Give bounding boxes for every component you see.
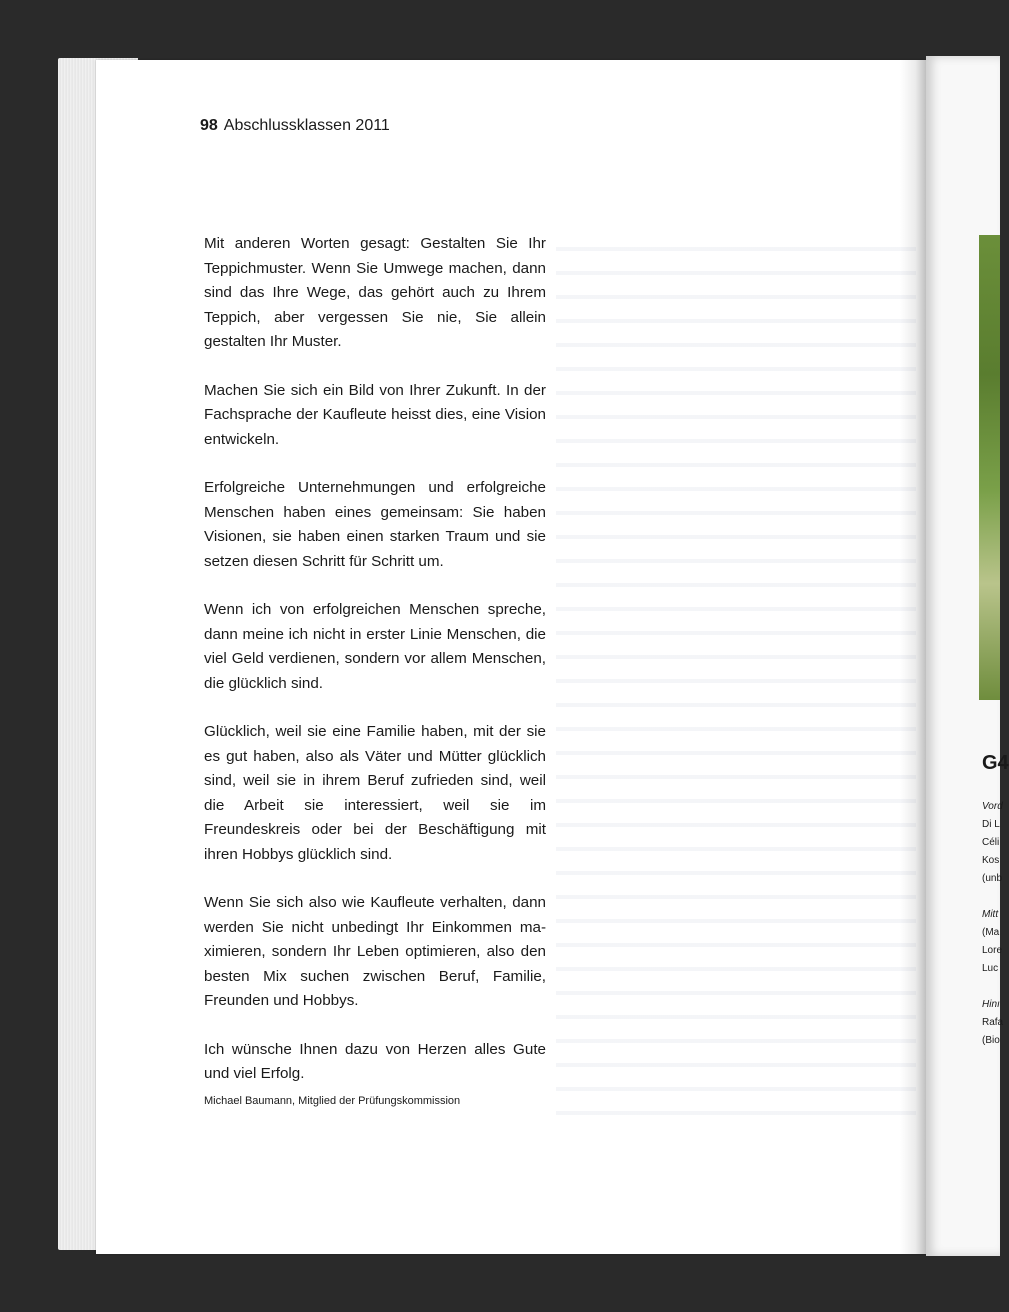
next-page-line: Lore <box>982 945 1003 956</box>
paragraph: Glücklich, weil sie eine Familie haben, mit der sie es gut haben, also als Väter und Mütter glücklich sind, weil sie in ihrem Beruf zufrieden sind, weil die Arbeit sie interessiert, weil sie im Freundeskreis oder bei der Beschäftigung mit ihren Hobbys glücklich sind. <box>204 723 546 863</box>
body-text <box>204 232 546 1109</box>
spine-shadow <box>900 60 926 1254</box>
paragraph: Erfolgreiche Unternehmungen und erfolgreiche Menschen haben eines gemeinsam: Sie haben Visionen, sie haben einen starken Traum und sie setzen diesen Schritt für Schritt um. <box>204 479 546 570</box>
paragraph: Machen Sie sich ein Bild von Ihrer Zukunft. In der Fachsprache der Kaufleute heisst dies, eine Vision entwickeln. <box>204 381 546 448</box>
next-page-line: (Ma <box>982 927 1000 938</box>
page-number: 98 <box>200 117 218 134</box>
page-header <box>200 117 390 135</box>
paragraph: Ich wünsche Ihnen dazu von Herzen alles Gute und viel Erfolg. <box>204 1040 546 1082</box>
group-photo <box>979 235 1000 700</box>
next-page-line: Luc <box>982 963 999 974</box>
paragraph: Wenn Sie sich also wie Kaufleute verhalten, dann werden Sie nicht unbedingt Ihr Einkommen maximieren, sondern Ihr Leben optimieren, also den besten Mix suchen zwischen Beruf, Familie, Freunden und Hobbys. <box>204 894 546 1009</box>
signature: Michael Baumann, Mitglied der Prüfungskommission <box>204 1094 461 1107</box>
show-through-text <box>556 230 916 1130</box>
next-page-line: (unb <box>982 873 1003 884</box>
next-page-line: Rafa <box>982 1017 1004 1028</box>
next-page-line: (Bio <box>982 1035 1000 1046</box>
next-page-line: Céli <box>982 837 1000 848</box>
paragraph: Mit anderen Worten gesagt: Gestalten Sie Ihr Teppichmuster. Wenn Sie Umwege machen, dann sind das Ihre Wege, das gehört auch zu Ihrem Teppich, aber vergessen Sie nie, Sie allein gestalten Ihr Muster. <box>204 235 546 350</box>
next-page-heading: G4 <box>982 752 1009 774</box>
next-page-line: Mitt <box>982 909 999 920</box>
paragraph: Wenn ich von erfolgreichen Menschen spreche, dann meine ich nicht in erster Linie Menschen, die viel Geld verdienen, sondern vor allem Menschen, die glücklich sind. <box>204 601 546 692</box>
next-page-line: Kos <box>982 855 1000 866</box>
next-page-line: Hinı <box>982 999 1000 1010</box>
next-page-line: Di L <box>982 819 1000 830</box>
next-page-line: Vord <box>982 801 1003 812</box>
left-page <box>96 60 926 1254</box>
running-title: Abschlussklassen 2011 <box>223 117 390 134</box>
